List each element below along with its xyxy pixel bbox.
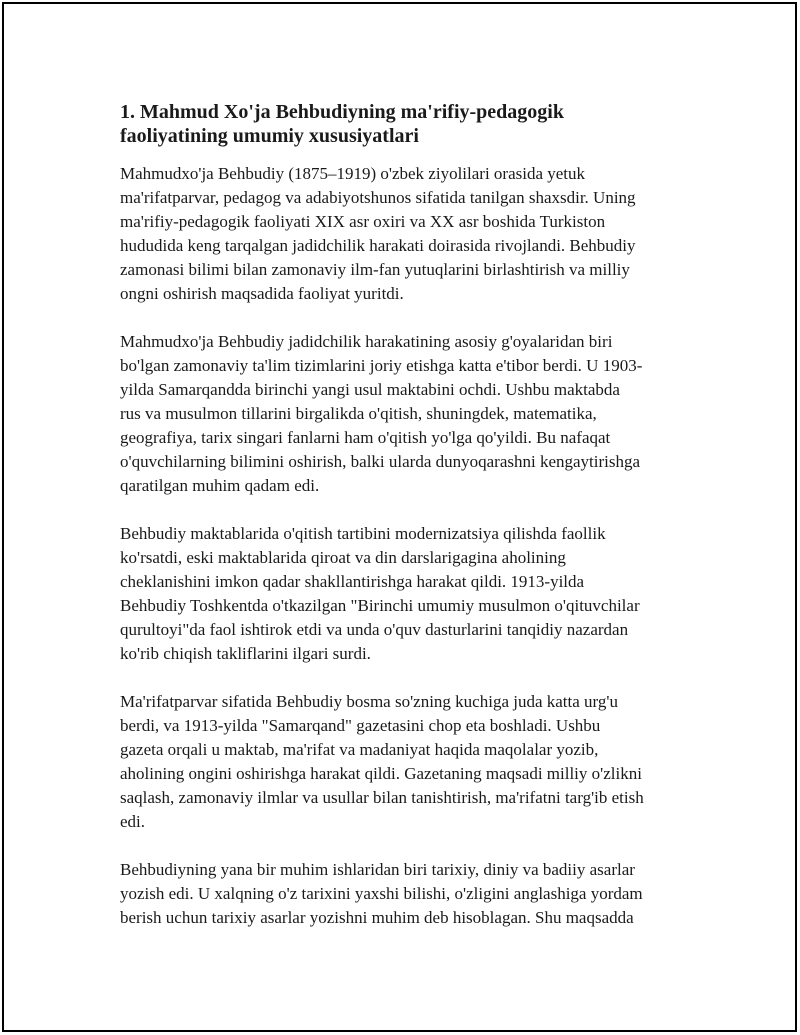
paragraph-line: aholining ongini oshirishga harakat qildi. Gazetaning maqsadi milliy o'zlikni <box>120 764 642 783</box>
paragraph-1 <box>120 162 700 306</box>
paragraph-line: yilda Samarqandda birinchi yangi usul maktabini ochdi. Ushbu maktabda <box>120 380 620 399</box>
paragraph-line: bo'lgan zamonaviy ta'lim tizimlarini joriy etishga katta e'tibor berdi. U 1903- <box>120 356 643 375</box>
paragraph-line: berdi, va 1913-yilda "Samarqand" gazetasini chop eta boshladi. Ushbu <box>120 716 601 735</box>
page-frame <box>2 2 797 1032</box>
paragraph-line: zamonasi bilimi bilan zamonaviy ilm-fan yutuqlarini birlashtirish va milliy <box>120 260 630 279</box>
paragraph-line: saqlash, zamonaviy ilmlar va usullar bilan tanishtirish, ma'rifatni targ'ib etish <box>120 788 644 807</box>
heading-line: faoliyatining umumiy xususiyatlari <box>120 125 419 147</box>
paragraph-line: Behbudiy Toshkentda o'tkazilgan "Birinchi umumiy musulmon o'qituvchilar <box>120 596 640 615</box>
paragraph-line: geografiya, tarix singari fanlarni ham o'qitish yo'lga qo'yildi. Bu nafaqat <box>120 428 611 447</box>
paragraph-line: gazeta orqali u maktab, ma'rifat va madaniyat haqida maqolalar yozib, <box>120 740 599 759</box>
paragraph-line: hududida keng tarqalgan jadidchilik harakati doirasida rivojlandi. Behbudiy <box>120 236 636 255</box>
heading-line: 1. Mahmud Xo'ja Behbudiyning ma'rifiy-pedagogik <box>120 101 564 123</box>
paragraph-line: rus va musulmon tillarini birgalikda o'qitish, shuningdek, matematika, <box>120 404 597 423</box>
paragraph-line: o'quvchilarning bilimini oshirish, balki ularda dunyoqarashni kengaytirishga <box>120 452 641 471</box>
paragraph-line: qaratilgan muhim qadam edi. <box>120 476 320 495</box>
paragraph-line: Mahmudxo'ja Behbudiy (1875–1919) o'zbek ziyolilari orasida yetuk <box>120 164 586 183</box>
section-heading <box>120 100 700 148</box>
paragraph-line: berish uchun tarixiy asarlar yozishni muhim deb hisoblagan. Shu maqsadda <box>120 908 634 927</box>
paragraph-line: Behbudiyning yana bir muhim ishlaridan biri tarixiy, diniy va badiiy asarlar <box>120 860 635 879</box>
paragraph-line: ko'rsatdi, eski maktablarida qiroat va din darslarigagina aholining <box>120 548 566 567</box>
paragraph-line: ko'rib chiqish takliflarini ilgari surdi. <box>120 644 371 663</box>
paragraph-line: ongni oshirish maqsadida faoliyat yuritdi. <box>120 284 404 303</box>
paragraph-line: yozish edi. U xalqning o'z tarixini yaxshi bilishi, o'zligini anglashiga yordam <box>120 884 643 903</box>
paragraph-line: edi. <box>120 812 146 831</box>
paragraph-5 <box>120 858 700 930</box>
paragraph-line: Behbudiy maktablarida o'qitish tartibini modernizatsiya qilishda faollik <box>120 524 606 543</box>
paragraph-line: qurultoyi"da faol ishtirok etdi va unda o'quv dasturlarini tanqidiy nazardan <box>120 620 629 639</box>
paragraph-line: Mahmudxo'ja Behbudiy jadidchilik harakatining asosiy g'oyalaridan biri <box>120 332 613 351</box>
paragraph-line: Ma'rifatparvar sifatida Behbudiy bosma so'zning kuchiga juda katta urg'u <box>120 692 618 711</box>
paragraph-line: cheklanishini imkon qadar shakllantirishga harakat qildi. 1913-yilda <box>120 572 585 591</box>
paragraph-2 <box>120 330 700 498</box>
document-body <box>120 100 700 954</box>
paragraph-line: ma'rifiy-pedagogik faoliyati XIX asr oxiri va XX asr boshida Turkiston <box>120 212 606 231</box>
paragraph-3 <box>120 522 700 666</box>
paragraph-line: ma'rifatparvar, pedagog va adabiyotshunos sifatida tanilgan shaxsdir. Uning <box>120 188 636 207</box>
paragraph-4 <box>120 690 700 834</box>
